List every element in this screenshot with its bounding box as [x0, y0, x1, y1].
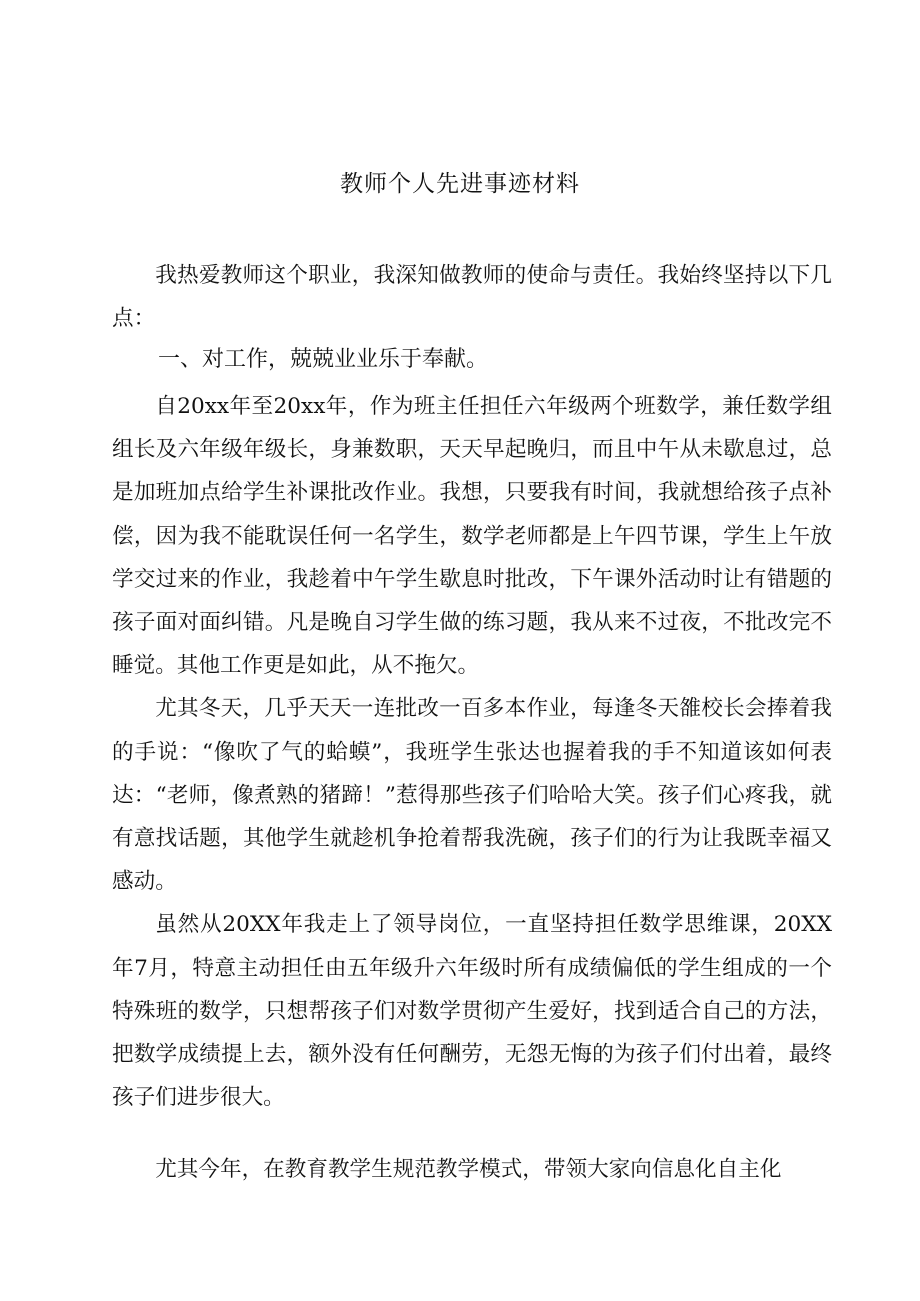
paragraph-winter: 尤其冬天，几乎天天一连批改一百多本作业，每逢冬天雒校长会捧着我的手说：“像吹了气的蛤蟆”，我班学生张达也握着我的手不知道该如何表达：“老师，像煮熟的猪蹄！”惹得那些孩子们哈哈大笑。孩子们心疼我，就有意找话题，其他学生就趁机争抢着帮我洗碗，孩子们的行为让我既幸福又感动。 — [112, 696, 832, 895]
closing-block — [112, 1148, 832, 1191]
paragraph-work: 自20xx年至20xx年，作为班主任担任六年级两个班数学，兼任数学组组长及六年级年级长，身兼数职，天天早起晚归，而且中午从未歇息过，总是加班加点给学生补课批改作业。我想，只要我有时间，我就想给孩子点补偿，因为我不能耽误任何一名学生，数学老师都是上午四节课，学生上午放学交过来的作业，我趁着中午学生歇息时批改，下午课外活动时让有错题的孩子面对面纠错。凡是晚自习学生做的练习题，我从来不过夜，不批改完不睡觉。其他工作更是如此，从不拖欠。 — [112, 394, 832, 679]
section-heading-work: 一、对工作，兢兢业业乐于奉献。 — [158, 347, 489, 372]
intro-block — [112, 254, 832, 340]
intro-paragraph: 我热爱教师这个职业，我深知做教师的使命与责任。我始终坚持以下几点： — [112, 263, 832, 332]
content-block — [112, 385, 832, 1119]
document-title: 教师个人先进事迹材料 — [340, 171, 580, 197]
paragraph-leadership: 虽然从20XX年我走上了领导岗位，一直坚持担任数学思维课，20XX年7月，特意主动担任由五年级升六年级时所有成绩偏低的学生组成的一个特殊班的数学，只想帮孩子们对数学贯彻产生爱好，找到适合自己的方法，把数学成绩提上去，额外没有任何酬劳，无怨无悔的为孩子们付出着，最终孩子们进步很大。 — [112, 912, 832, 1111]
paragraph-this-year: 尤其今年，在教育教学生规范教学模式，带领大家向信息化自主化 — [155, 1157, 782, 1182]
